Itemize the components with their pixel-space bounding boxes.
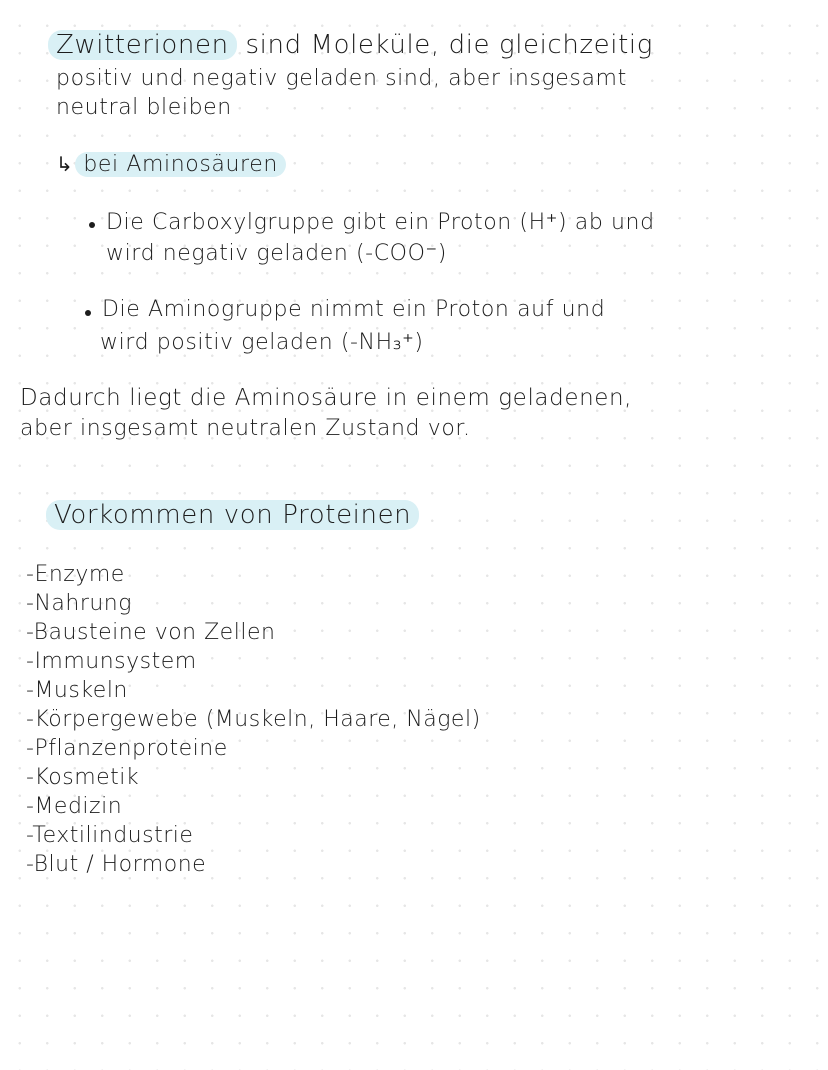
section-heading <box>54 500 419 530</box>
intro-line-1-rest: sind Moleküle, die gleichzeitig <box>236 30 653 60</box>
intro-line-2: positiv und negativ geladen sind, aber insgesamt <box>56 66 627 91</box>
bullet-dot-icon <box>85 310 91 316</box>
subheading-highlight: bei Aminosäuren <box>75 152 286 177</box>
list-item: -Enzyme <box>26 562 125 587</box>
list-item: -Kosmetik <box>26 765 140 790</box>
list-item: -Textilindustrie <box>26 823 194 848</box>
arrow-right-icon: ↳ <box>56 152 74 176</box>
intro-line-3: neutral bleiben <box>56 95 232 120</box>
list-item: -Pflanzenproteine <box>26 736 228 761</box>
conclusion-line-1: Dadurch liegt die Aminosäure in einem geladenen, <box>20 385 633 411</box>
bullet-1-line-2: wird negativ geladen (-COO⁻) <box>106 241 447 266</box>
list-item: -Immunsystem <box>26 649 197 674</box>
proteins-list <box>26 562 481 881</box>
list-item: -Muskeln <box>26 678 128 703</box>
section-heading-highlight: Vorkommen von Proteinen <box>46 500 419 530</box>
bullet-2-line-2: wird positiv geladen (-NH₃⁺) <box>100 330 424 355</box>
list-item: -Nahrung <box>26 591 132 616</box>
list-item: -Medizin <box>26 794 123 819</box>
conclusion-line-2: aber insgesamt neutralen Zustand vor. <box>20 416 471 441</box>
intro-line-1 <box>56 30 653 60</box>
list-item: -Körpergewebe (Muskeln, Haare, Nägel) <box>26 707 481 732</box>
bullet-2-line-1: Die Aminogruppe nimmt ein Proton auf und <box>102 297 606 322</box>
list-item: -Blut / Hormone <box>26 852 207 877</box>
bullet-1-line-1: Die Carboxylgruppe gibt ein Proton (H⁺) ab und <box>106 210 655 235</box>
subheading <box>56 152 286 177</box>
list-item: -Bausteine von Zellen <box>26 620 276 645</box>
bullet-dot-icon <box>89 222 95 228</box>
term-highlight: Zwitterionen <box>48 30 237 60</box>
